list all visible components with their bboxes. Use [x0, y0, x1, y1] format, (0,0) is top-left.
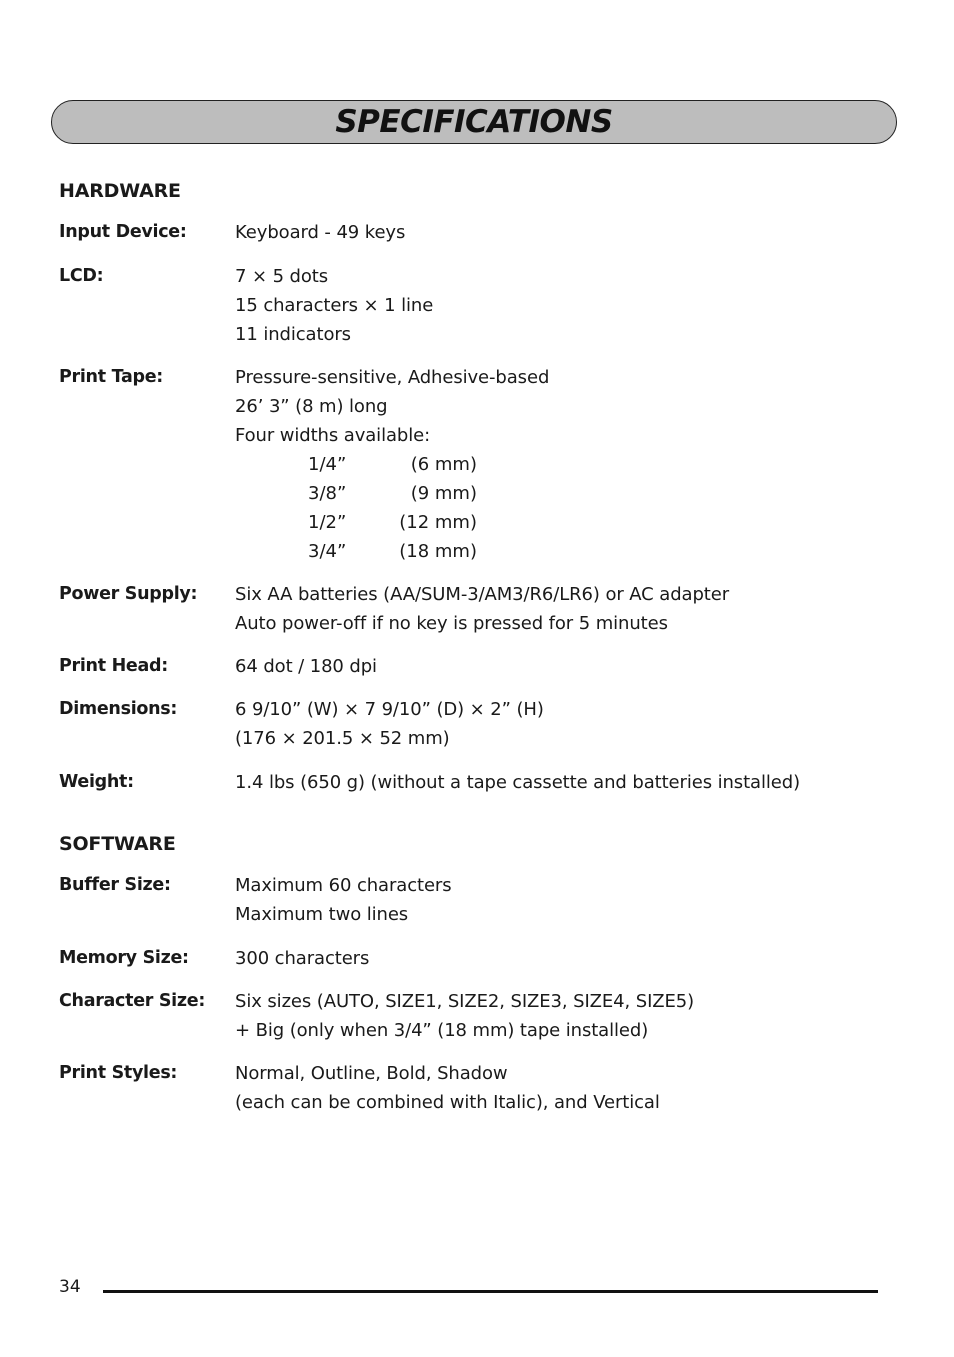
tape-width-row — [235, 537, 477, 566]
spec-value: Maximum 60 characters — [235, 875, 452, 896]
spec-label: Print Tape: — [59, 367, 163, 387]
spec-value: 26’ 3” (8 m) long — [235, 396, 388, 417]
tape-width-row — [235, 508, 477, 537]
spec-label: Print Styles: — [59, 1063, 178, 1083]
tape-width-row — [235, 450, 477, 479]
spec-value: Six sizes (AUTO, SIZE1, SIZE2, SIZE3, SIZE4, SIZE5) — [235, 991, 695, 1012]
tape-width-inch: 3/4” — [308, 541, 347, 562]
spec-label: Buffer Size: — [59, 875, 171, 895]
tape-widths-table — [235, 450, 477, 566]
spec-value: 1.4 lbs (650 g) (without a tape cassette and batteries installed) — [235, 772, 800, 793]
page-number: 34 — [59, 1277, 81, 1297]
tape-width-inch: 1/2” — [308, 512, 347, 533]
tape-width-row — [235, 479, 477, 508]
spec-label: Memory Size: — [59, 948, 189, 968]
software-heading: SOFTWARE — [59, 833, 176, 855]
tape-width-mm: (9 mm) — [410, 483, 477, 504]
page-title: SPECIFICATIONS — [335, 104, 613, 140]
tape-width-inch: 1/4” — [308, 454, 347, 475]
spec-value: Keyboard - 49 keys — [235, 222, 406, 243]
page-title-banner — [51, 100, 897, 144]
spec-value: 6 9/10” (W) × 7 9/10” (D) × 2” (H) — [235, 699, 544, 720]
spec-value: Four widths available: — [235, 425, 431, 446]
spec-value: (each can be combined with Italic), and Vertical — [235, 1092, 660, 1113]
spec-label: Weight: — [59, 772, 134, 792]
spec-value: 15 characters × 1 line — [235, 295, 434, 316]
spec-value: 64 dot / 180 dpi — [235, 656, 377, 677]
spec-label: Dimensions: — [59, 699, 178, 719]
hardware-heading: HARDWARE — [59, 180, 181, 202]
spec-value: Pressure-sensitive, Adhesive-based — [235, 367, 550, 388]
spec-value: 300 characters — [235, 948, 370, 969]
footer-rule — [103, 1290, 878, 1293]
spec-value: + Big (only when 3/4” (18 mm) tape installed) — [235, 1020, 649, 1041]
spec-value: (176 × 201.5 × 52 mm) — [235, 728, 450, 749]
spec-value: Maximum two lines — [235, 904, 409, 925]
spec-value: Normal, Outline, Bold, Shadow — [235, 1063, 508, 1084]
tape-width-mm: (12 mm) — [399, 512, 477, 533]
tape-width-mm: (18 mm) — [399, 541, 477, 562]
spec-value: 7 × 5 dots — [235, 266, 329, 287]
tape-width-inch: 3/8” — [308, 483, 347, 504]
tape-width-mm: (6 mm) — [410, 454, 477, 475]
spec-label: LCD: — [59, 266, 104, 286]
spec-label: Print Head: — [59, 656, 168, 676]
spec-label: Character Size: — [59, 991, 206, 1011]
spec-value: Auto power-off if no key is pressed for 5 minutes — [235, 613, 668, 634]
spec-label: Input Device: — [59, 222, 187, 242]
spec-label: Power Supply: — [59, 584, 198, 604]
spec-value: 11 indicators — [235, 324, 351, 345]
spec-value: Six AA batteries (AA/SUM-3/AM3/R6/LR6) or AC adapter — [235, 584, 730, 605]
